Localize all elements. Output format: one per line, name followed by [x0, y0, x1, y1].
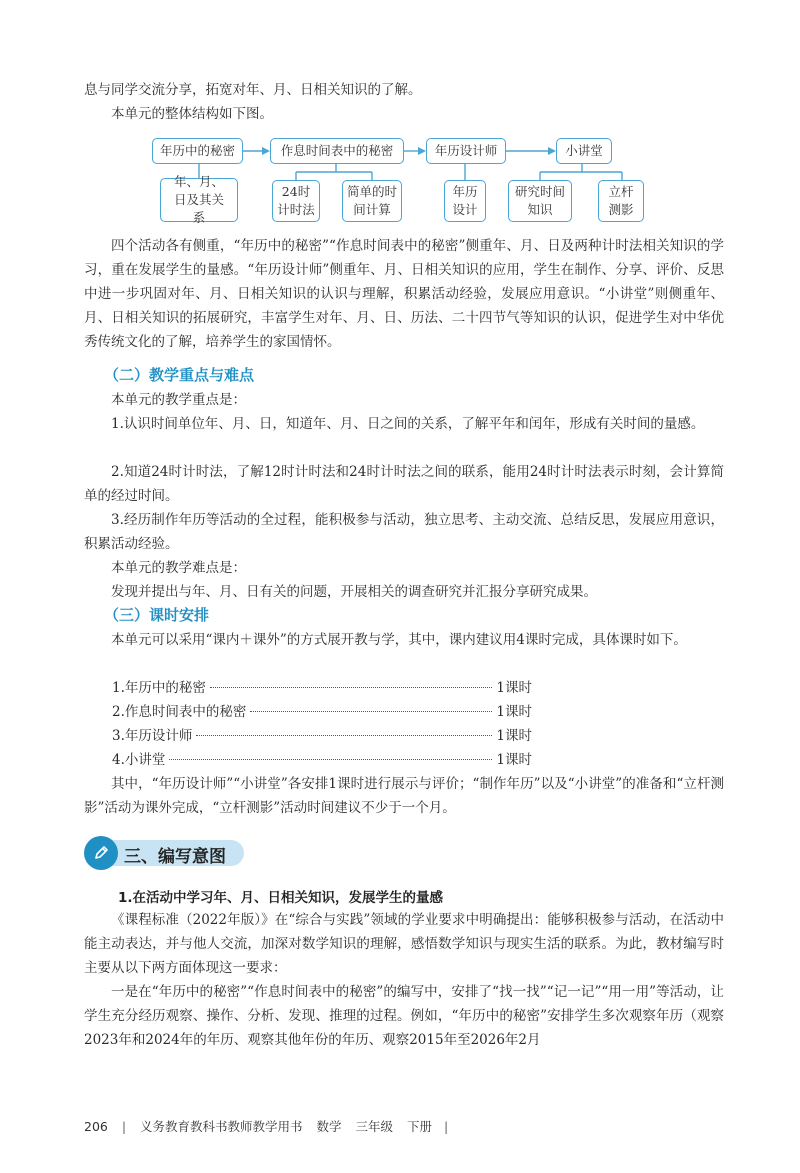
diagram-sub-ymd: 年、月、日及其关系	[160, 178, 238, 222]
schedule-intro: 本单元可以采用“课内＋课外”的方式展开教与学，其中，课内建议用4课时完成，具体课时如下。	[111, 632, 687, 648]
banner-title: 三、编写意图	[124, 847, 226, 867]
page-footer	[84, 1117, 448, 1135]
schedule-row	[112, 724, 532, 748]
schedule-name: 4.小讲堂	[112, 752, 166, 768]
dot-leader	[196, 735, 492, 736]
diagram-sub-research: 研究时间知识	[508, 180, 572, 222]
section-heading-schedule: （三）课时安排	[104, 606, 210, 624]
footer-volume: 下册	[407, 1119, 433, 1134]
footer-book: 义务教育教科书教师教学用书	[140, 1119, 303, 1134]
diagram-sub-time-calc: 简单的时间计算	[342, 180, 402, 222]
part-paragraph: 《课程标准（2022年版）》在“综合与实践”领域的学业要求中明确提出：能够积极参与活动，在活动中能主动表达，并与他人交流，加深对数学知识的理解，感悟数学知识与现实生活的联系。为此，教材编写时主要从以下两方面体现这一要求：	[84, 912, 724, 976]
pen-icon	[84, 836, 118, 870]
part-banner	[84, 836, 244, 870]
dot-leader	[250, 711, 492, 712]
part-paragraph: 一是在“年历中的秘密”“作息时间表中的秘密”的编写中，安排了“找一找”“记一记”“用一用”等活动，让学生充分经历观察、操作、分析、发现、推理的过程。例如，“年历中的秘密”安排学生多次观察年历（观察2023年和2024年的年历、观察其他年份的年历、观察2015年至2026年2月	[84, 984, 724, 1048]
focus-item: 1.认识时间单位年、月、日，知道年、月、日之间的关系，了解平年和闰年，形成有关时间的量感。	[111, 416, 705, 432]
footer-divider: |	[121, 1119, 127, 1134]
schedule-name: 1.年历中的秘密	[112, 680, 206, 696]
schedule-note: 其中，“年历设计师”“小讲堂”各安排1课时进行展示与评价；“制作年历”以及“小讲堂”的准备和“立杆测影”活动为课外完成，“立杆测影”活动时间建议不少于一个月。	[84, 776, 724, 816]
dot-leader	[169, 759, 492, 760]
diagram-sub-gnomon: 立杆测影	[598, 180, 644, 222]
difficulty-intro: 本单元的教学难点是：	[111, 560, 246, 576]
schedule-hours: 1课时	[496, 704, 532, 720]
footer-grade: 三年级	[355, 1119, 394, 1134]
schedule-hours: 1课时	[496, 752, 532, 768]
schedule-row	[112, 700, 532, 724]
schedule-row	[112, 676, 532, 700]
diagram-node-calendar-designer: 年历设计师	[426, 138, 506, 164]
footer-subject: 数学	[316, 1119, 342, 1134]
schedule-hours: 1课时	[496, 680, 532, 696]
schedule-name: 3.年历设计师	[112, 728, 193, 744]
dot-leader	[210, 687, 493, 688]
pen-icon-glyph	[91, 843, 111, 863]
diagram-sub-calendar-design: 年历设计	[444, 180, 486, 222]
schedule-name: 2.作息时间表中的秘密	[112, 704, 247, 720]
focus-intro: 本单元的教学重点是：	[111, 392, 246, 408]
diagram-node-lecture: 小讲堂	[556, 138, 612, 164]
focus-item: 2.知道24时计时法，了解12时计时法和24时计时法之间的联系，能用24时计时法表示时刻，会计算简单的经过时间。	[84, 464, 724, 504]
diagram-node-calendar-secret: 年历中的秘密	[152, 138, 243, 164]
footer-divider: |	[444, 1119, 449, 1134]
section-heading-focus: （二）教学重点与难点	[104, 366, 255, 384]
activities-paragraph: 四个活动各有侧重，“年历中的秘密”“作息时间表中的秘密”侧重年、月、日及两种计时法相关知识的学习，重在发展学生的量感。“年历设计师”侧重年、月、日相关知识的应用，学生在制作、分享、评价、反思中进一步巩固对年、月、日相关知识的认识与理解，积累活动经验，发展应用意识。“小讲堂”则侧重年、月、日相关知识的拓展研究，丰富学生对年、月、日、历法、二十四节气等知识的认识，促进学生对中华优秀传统文化的了解，培养学生的家国情怀。	[84, 238, 724, 350]
difficulty-text: 发现并提出与年、月、日有关的问题，开展相关的调查研究并汇报分享研究成果。	[111, 584, 597, 600]
diagram-node-schedule-secret: 作息时间表中的秘密	[270, 138, 404, 164]
intro-line: 本单元的整体结构如下图。	[111, 106, 273, 122]
schedule-hours: 1课时	[496, 728, 532, 744]
part-subheading: 1.在活动中学习年、月、日相关知识，发展学生的量感	[118, 890, 444, 906]
diagram-sub-24h: 24时计时法	[272, 180, 320, 222]
schedule-row	[112, 748, 532, 772]
focus-item: 3.经历制作年历等活动的全过程，能积极参与活动，独立思考、主动交流、总结反思，发展应用意识，积累活动经验。	[84, 512, 724, 552]
page-number: 206	[84, 1119, 108, 1134]
intro-line: 息与同学交流分享，拓宽对年、月、日相关知识的了解。	[84, 82, 422, 98]
